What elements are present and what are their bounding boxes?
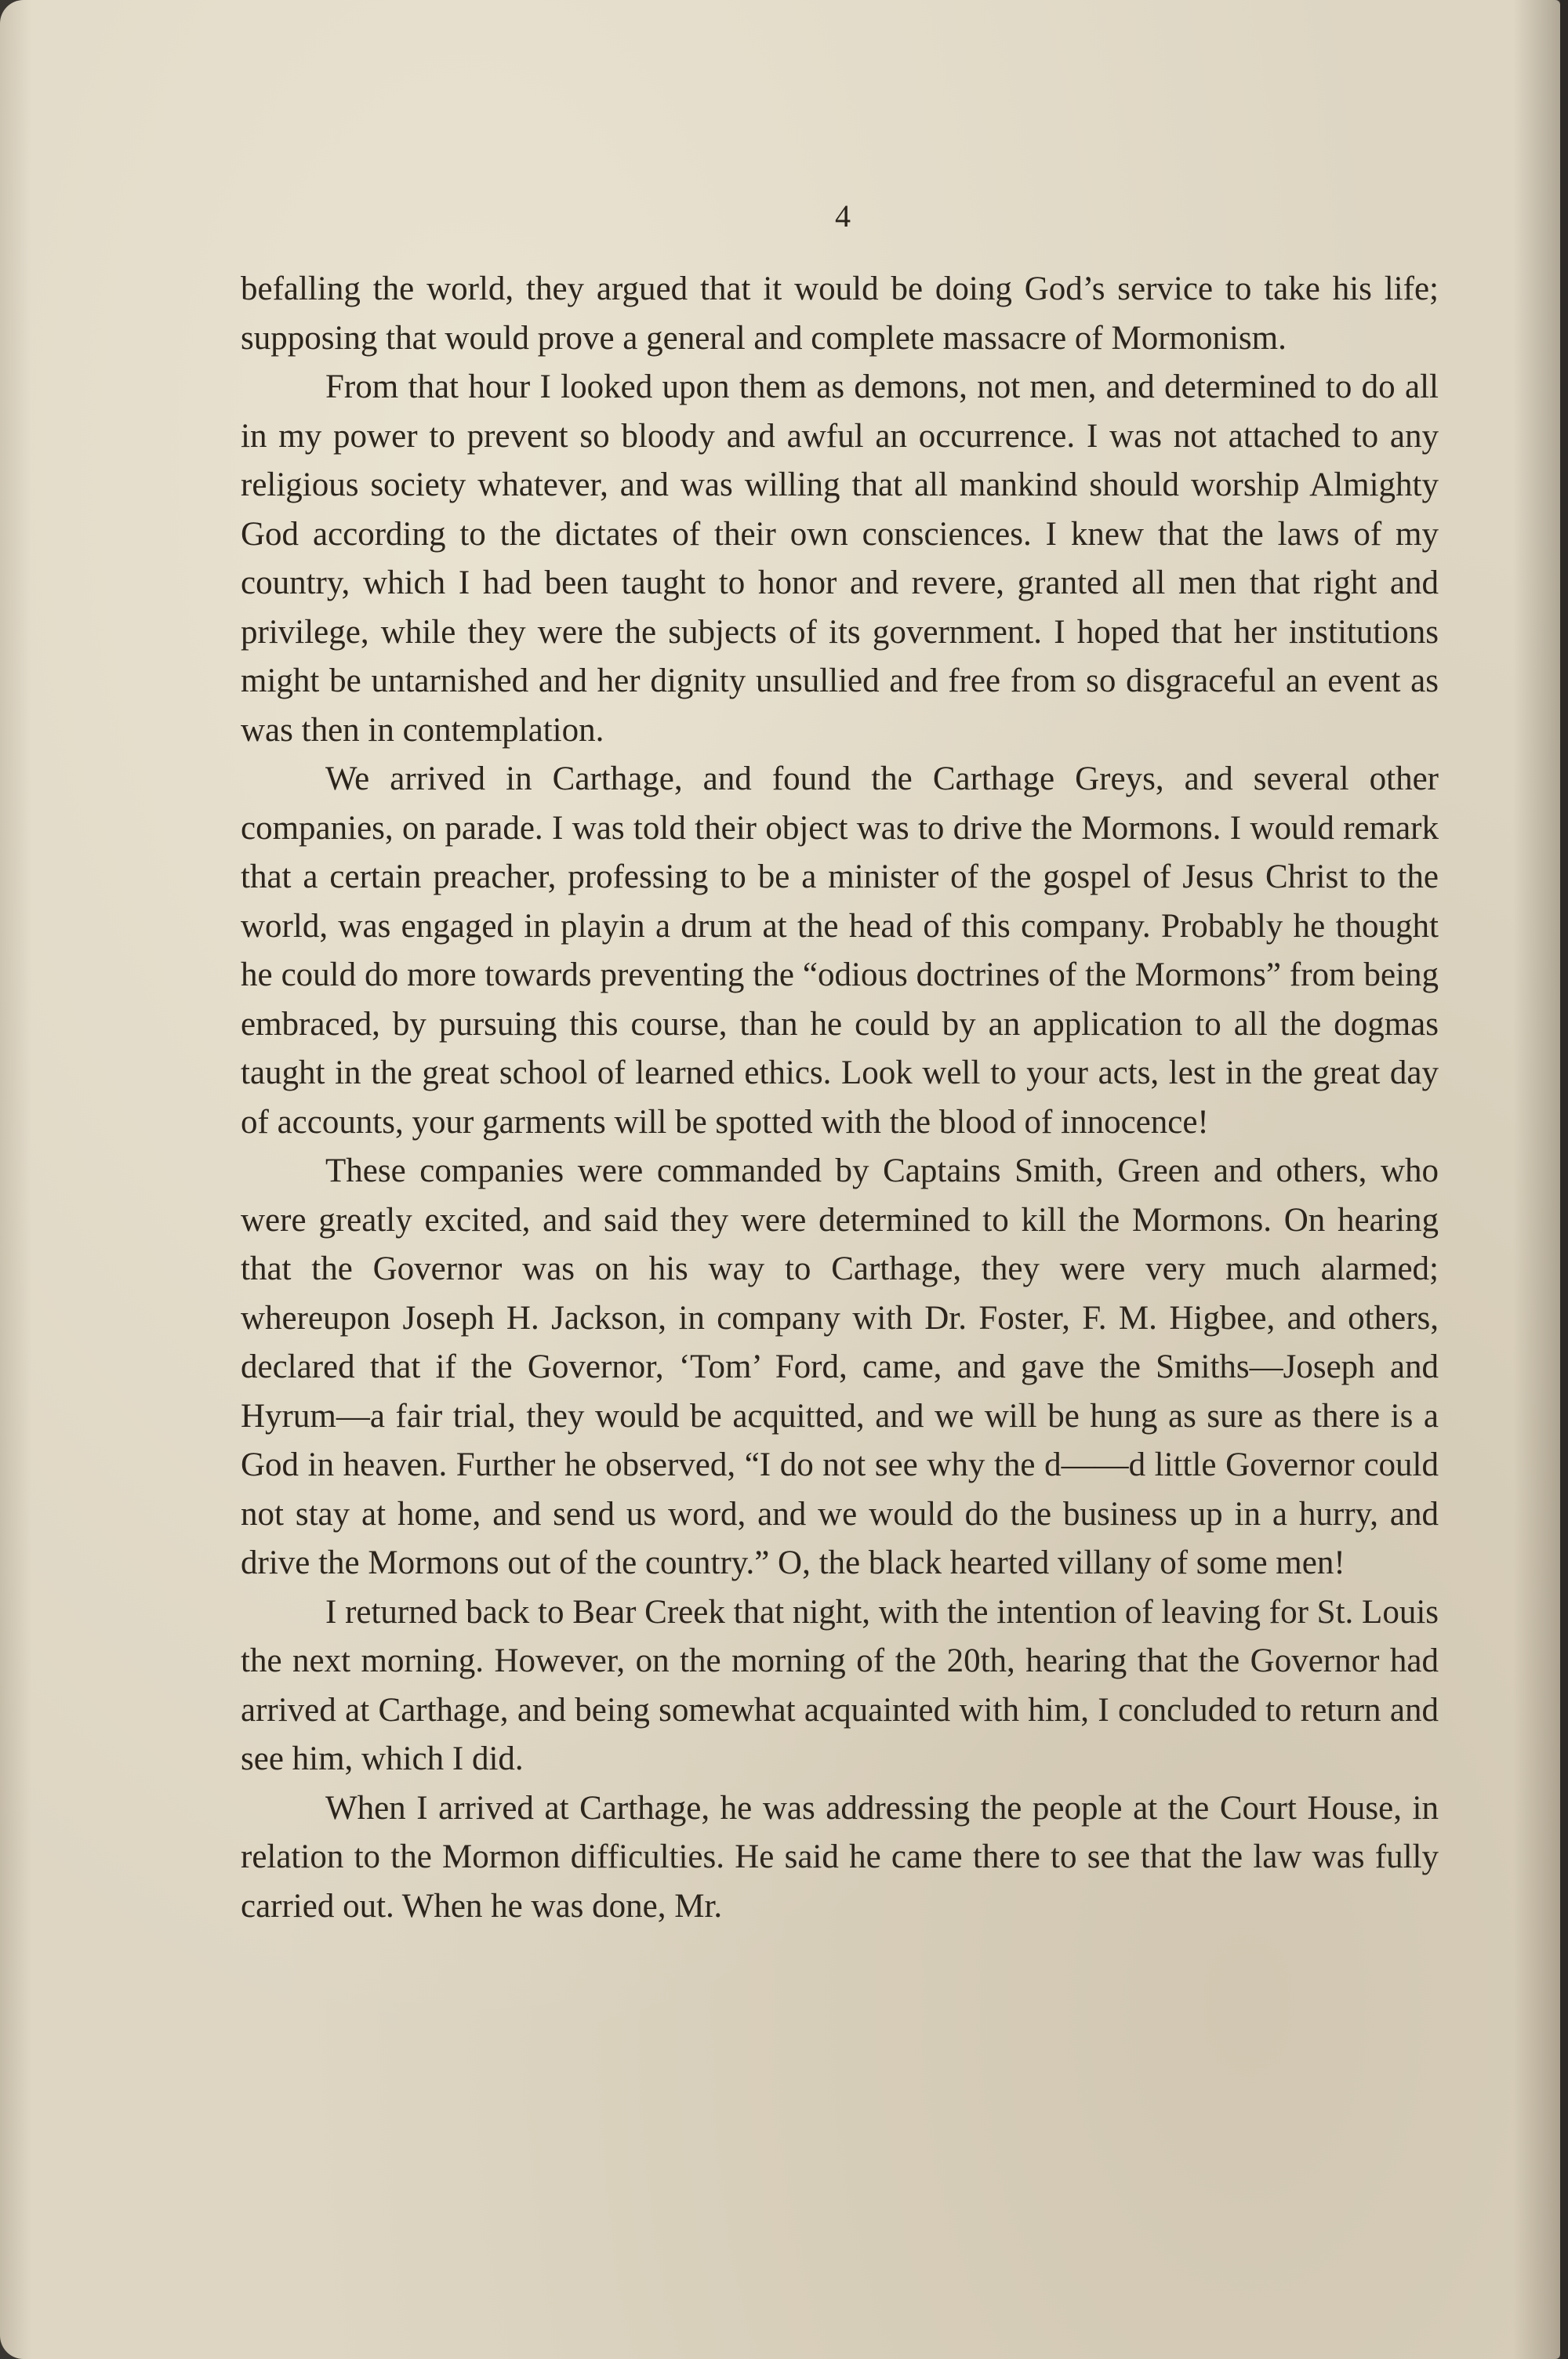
- paragraph-6: When I arrived at Carthage, he was addressing the people at the Court House, in relation to the Mormon difficulties. He said he came there to see that the law was fully carried out. When he was done, Mr.: [241, 1789, 1439, 1925]
- page-body-text: [241, 265, 1439, 1931]
- paragraph-5: I returned back to Bear Creek that night, with the intention of leaving for St. Louis the next morning. However, on the morning of the 20th, hearing that the Governor had arrived at Carthage, and being somewhat acquainted with him, I concluded to return and see him, which I did.: [241, 1593, 1439, 1777]
- paragraph-1: befalling the world, they argued that it would be doing God’s service to take his life; supposing that would prove a general and complete massacre of Mormonism.: [241, 270, 1439, 357]
- paragraph-4: These companies were commanded by Captains Smith, Green and others, who were greatly excited, and said they were determined to kill the Mormons. On hearing that the Governor was on his way to Carthage, they were very much alarmed; whereupon Joseph H. Jackson, in company with Dr. Foster, F. M. Higbee, and others, declared that if the Governor, ‘Tom’ Ford, came, and gave the Smiths—Joseph and Hyrum—a fair trial, they would be acquitted, and we will be hung as sure as there is a God in heaven. Further he observed, “I do not see why the d——d little Governor could not stay at home, and send us word, and we would do the business up in a hurry, and drive the Mormons out of the country.” O, the black hearted villany of some men!: [241, 1152, 1439, 1581]
- page-number: 4: [835, 198, 851, 234]
- paragraph-2: From that hour I looked upon them as demons, not men, and determined to do all in my power to prevent so bloody and awful an occurrence. I was not attached to any religious society whatever, and was willing that all mankind should worship Almighty God according to the dictates of their own consciences. I knew that the laws of my country, which I had been taught to honor and revere, granted all men that right and privilege, while they were the subjects of its government. I hoped that her institutions might be untarnished and her dignity unsullied and free from so disgraceful an event as was then in contemplation.: [241, 368, 1439, 749]
- page-edge-shadow: [1560, 0, 1568, 2359]
- paragraph-3: We arrived in Carthage, and found the Carthage Greys, and several other companies, on parade. I was told their object was to drive the Mormons. I would remark that a certain preacher, professing to be a minister of the gospel of Jesus Christ to the world, was engaged in playin a drum at the head of this company. Probably he thought he could do more towards preventing the “odious doctrines of the Mormons” from being embraced, by pursuing this course, than he could by an application to all the dogmas taught in the great school of learned ethics. Look well to your acts, lest in the great day of accounts, your garments will be spotted with the blood of innocence!: [241, 760, 1439, 1141]
